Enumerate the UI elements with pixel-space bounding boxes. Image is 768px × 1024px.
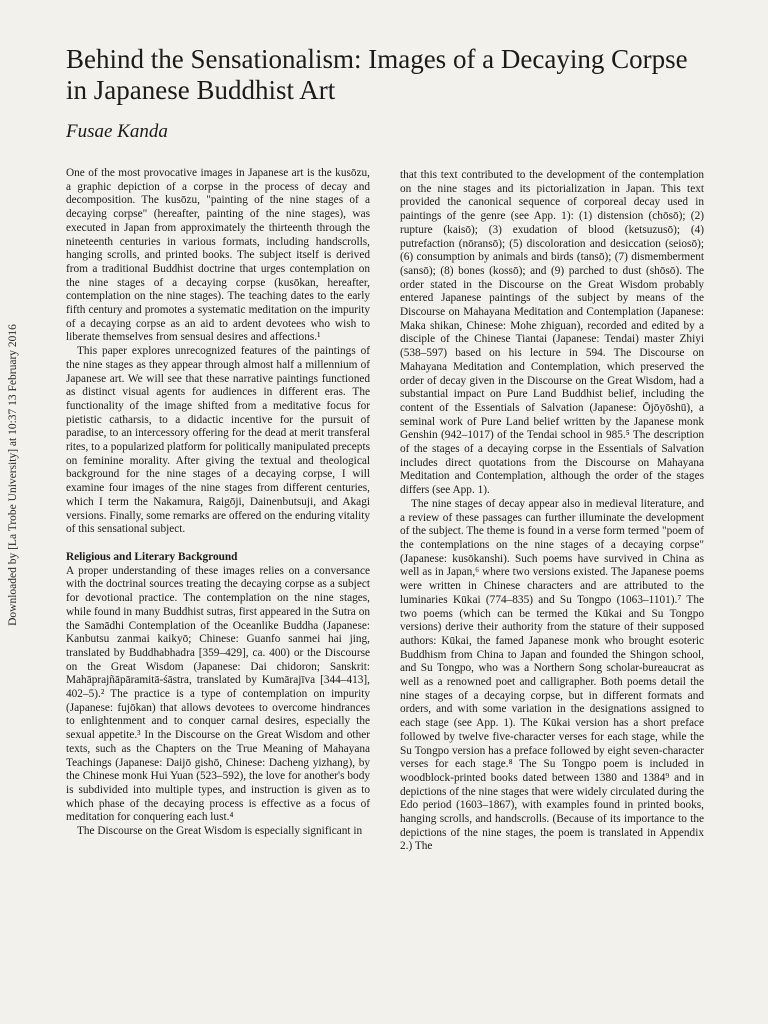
paragraph: that this text contributed to the development of the contemplation on the nine stages and its pictorialization in Japan. This text provided the canonical sequence of corporeal decay used in paintings of the genre (see App. 1): (1) distension (chōsō); (2) rupture (kaisō); (3) exudation of blood (ketsuzusō); (4) putrefaction (nōransō); (5) discoloration and desiccation (seiosō); (6) consumption by animals and birds (tansō); (7) dismemberment (sansō); (8) bones (kossō); and (9) parched to dust (shōsō). The order stated in the Discourse on the Great Wisdom probably entered Japanese paintings of the subject by means of the Discourse on Mahayana Meditation and Contemplation (Japanese: Maka shikan, Chinese: Mohe zhiguan), recorded and edited by a disciple of the Chinese Tiantai (Japanese: Tendai) master Zhiyi (538–597) based on his lecture in 594. The Discourse on Mahayana Meditation and Contemplation, which preserved the order of decay given in the Discourse on the Great Wisdom, had a substantial impact on Pure Land Buddhist belief, including the content of the Essentials of Salvation (Japanese: Ōjōyōshū), a seminal work of Pure Land belief written by the Japanese monk Genshin (942–1017) of the Tendai school in 985.⁵ The description of the stages of a decaying corpse in the Essentials of Salvation includes direct quotations from the Discourse on Mahayana Meditation and Contemplation, although the order of the stages differs (see App. 1). (400, 169, 704, 497)
download-watermark: Downloaded by [La Trobe University] at 10:37 13 February 2016 (7, 324, 19, 626)
section-heading: Religious and Literary Background (66, 550, 238, 563)
paragraph: One of the most provocative images in Japanese art is the kusōzu, a graphic depiction of a corpse in the process of decay and decomposition. The kusōzu, "painting of the nine stages of a decaying corpse" (hereafter, painting of the nine stages), was executed in Japan from approximately the thirteenth through the nineteenth centuries in various formats, including handscrolls, hanging scrolls, and printed books. The subject itself is derived from a traditional Buddhist doctrine that urges contemplation on the nine stages of a decaying corpse (kusōkan, hereafter, contemplation on the nine stages). The teaching dates to the early fifth century and promotes a systematic meditation on the impurity of a decaying corpse as an aid to ardent devotees who wish to liberate themselves from sensual desires and affections.¹ (66, 167, 370, 344)
author-name: Fusae Kanda (66, 121, 168, 142)
paragraph: This paper explores unrecognized features of the paintings of the nine stages as they appear through almost half a millennium of Japanese art. We will see that these narrative paintings functioned as distinct visual agents for audiences in different eras. The functionality of the image shifted from a meditative focus for pietistic catharsis, to a didactic incentive for the pursuit of paradise, to an intercessory offering for the dead at merit transferal rites, to a popularized platform for politically manipulated precepts on feminine morality. After giving the textual and theological background for the nine stages of a decaying corpse, I will examine four images of the nine stages from different centuries, which I term the Nakamura, Raigōji, Dainenbutsuji, and Akagi versions. Finally, some remarks are offered on the enduring vitality of this sensational subject. (66, 345, 370, 536)
right-column (400, 169, 704, 854)
paragraph: A proper understanding of these images relies on a conversance with the doctrinal sources treating the decaying corpse as a subject for devotional practice. The contemplation on the nine stages, while found in many Buddhist sutras, first appeared in the Sutra on the Samādhi Contemplation of the Oceanlike Buddha (Japanese: Kanbutsu zanmai kaikyō; Chinese: Guanfo sanmei hai jing, translated by Buddhabhadra [359–429], ca. 400) or the Discourse on the Great Wisdom (Japanese: Dai chidoron; Sanskrit: Mahāprajñāpāramitā-śāstra, translated by Kumārajīva [344–413], 402–5).² The practice is a type of contemplation on impurity (Japanese: fujōkan) that allows devotees to overcome hindrances to enlightenment and to conquer carnal desires, especially the sexual appetite.³ In the Discourse on the Great Wisdom and other texts, such as the Chapters on the True Meaning of Mahayana Teachings (Japanese: Daijō gishō, Chinese: Dacheng yizhang), by the Chinese monk Hui Yuan (523–592), the love for another's body is subdivided into multiple types, and instruction is given as to which phase of the decaying process is effective as a focus of meditation for conquering each lust.⁴ (66, 564, 370, 824)
article-title: Behind the Sensationalism: Images of a Decaying Corpse in Japanese Buddhist Art (66, 44, 688, 105)
paragraph: The Discourse on the Great Wisdom is especially significant in (77, 825, 363, 838)
paragraph: The nine stages of decay appear also in medieval literature, and a review of these passages can further illuminate the development of the subject. The theme is found in a verse form termed "poem of the contemplations on the nine stages of a decaying corpse" (Japanese: kusōkanshi). Such poems have survived in China as well as in Japan,⁶ where two versions existed. The Japanese poems were written in Chinese characters and are attributed to the luminaries Kūkai (774–835) and Su Tongpo (1063–1101).⁷ The two poems (which can be termed the Kūkai and Su Tongpo versions) derive their authority from the stature of their supposed authors: Kūkai, the famed Japanese monk who brought esoteric Buddhism from China to Japan and founded the Shingon school, and Su Tongpo, who was a Northern Song scholar-bureaucrat as well as a renowned poet and calligrapher. Both poems detail the nine stages of a decaying corpse, but in different formats and orders, and with some variation in the designations assigned to each stage (see App. 1). The Kūkai version has a short preface followed by twelve five-character verses for each stage, while the Su Tongpo version has a preface followed by eight seven-character verses for each stage.⁸ The Su Tongpo poem is included in woodblock-printed books dated between 1380 and 1384⁹ and in depictions of the nine stages that were widely circulated during the Edo period (1603–1867), with examples found in printed books, hanging scrolls, and handscrolls. (Because of its importance to the depictions of the nine stages, the poem is translated in Appendix 2.) The (400, 497, 704, 853)
left-column (66, 167, 370, 839)
